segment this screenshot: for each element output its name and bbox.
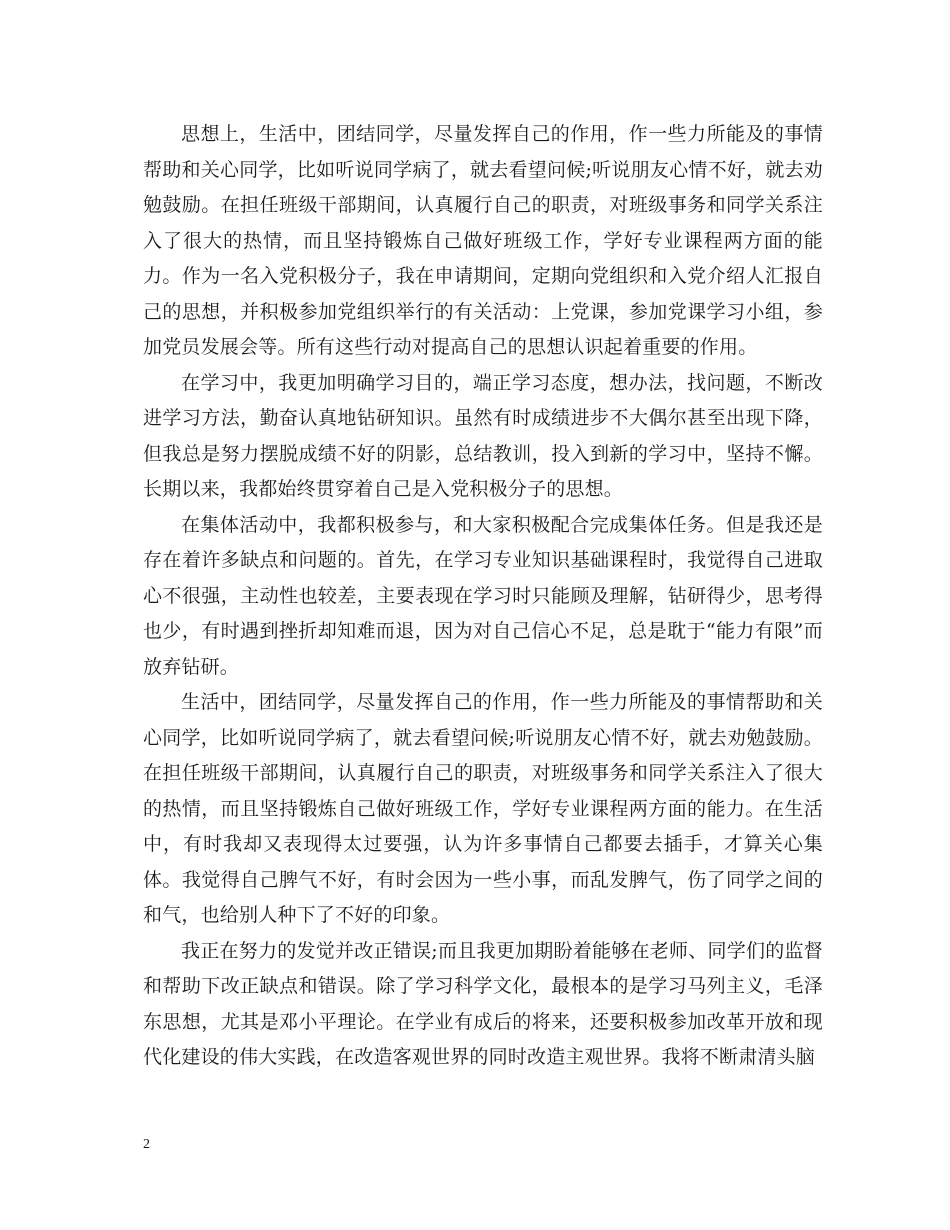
paragraph-4: 生活中，团结同学，尽量发挥自己的作用，作一些力所能及的事情帮助和关心同学，比如听说同学病了，就去看望问候;听说朋友心情不好，就去劝勉鼓励。在担任班级干部期间，认真履行自己的职责，对班级事务和同学关系注入了很大的热情，而且坚持锻炼自己做好班级工作，学好专业课程两方面的能力。在生活中，有时我却又表现得太过要强，认为许多事情自己都要去插手，才算关心集体。我觉得自己脾气不好，有时会因为一些小事，而乱发脾气，伤了同学之间的和气，也给别人种下了不好的印象。 — [143, 691, 823, 926]
paragraph-5: 我正在努力的发觉并改正错误;而且我更加期盼着能够在老师、同学们的监督和帮助下改正缺点和错误。除了学习科学文化，最根本的是学习马列主义，毛泽东思想，尤其是邓小平理论。在学业有成后的将来，还要积极参加改革开放和现代化建设的伟大实践，在改造客观世界的同时改造主观世界。我将不断肃清头脑 — [143, 939, 823, 1068]
paragraph-1: 思想上，生活中，团结同学，尽量发挥自己的作用，作一些力所能及的事情帮助和关心同学，比如听说同学病了，就去看望问候;听说朋友心情不好，就去劝勉鼓励。在担任班级干部期间，认真履行自己的职责，对班级事务和同学关系注入了很大的热情，而且坚持锻炼自己做好班级工作，学好专业课程两方面的能力。作为一名入党积极分子，我在申请期间，定期向党组织和入党介绍人汇报自己的思想，并积极参加党组织举行的有关活动：上党课，参加党课学习小组，参加党员发展会等。所有这些行动对提高自己的思想认识起着重要的作用。 — [143, 123, 823, 358]
paragraph-2: 在学习中，我更加明确学习目的，端正学习态度，想办法，找问题，不断改进学习方法，勤奋认真地钻研知识。虽然有时成绩进步不大偶尔甚至出现下降，但我总是努力摆脱成绩不好的阴影，总结教训，投入到新的学习中，坚持不懈。长期以来，我都始终贯穿着自己是入党积极分子的思想。 — [143, 371, 823, 500]
page-number: 2 — [143, 1137, 150, 1152]
document-body — [143, 117, 823, 1076]
paragraph-3: 在集体活动中，我都积极参与，和大家积极配合完成集体任务。但是我还是存在着许多缺点和问题的。首先，在学习专业知识基础课程时，我觉得自己进取心不很强，主动性也较差，主要表现在学习时只能顾及理解，钻研得少，思考得也少，有时遇到挫折却知难而退，因为对自己信心不足，总是耽于“能力有限”而放弃钻研。 — [143, 513, 823, 678]
